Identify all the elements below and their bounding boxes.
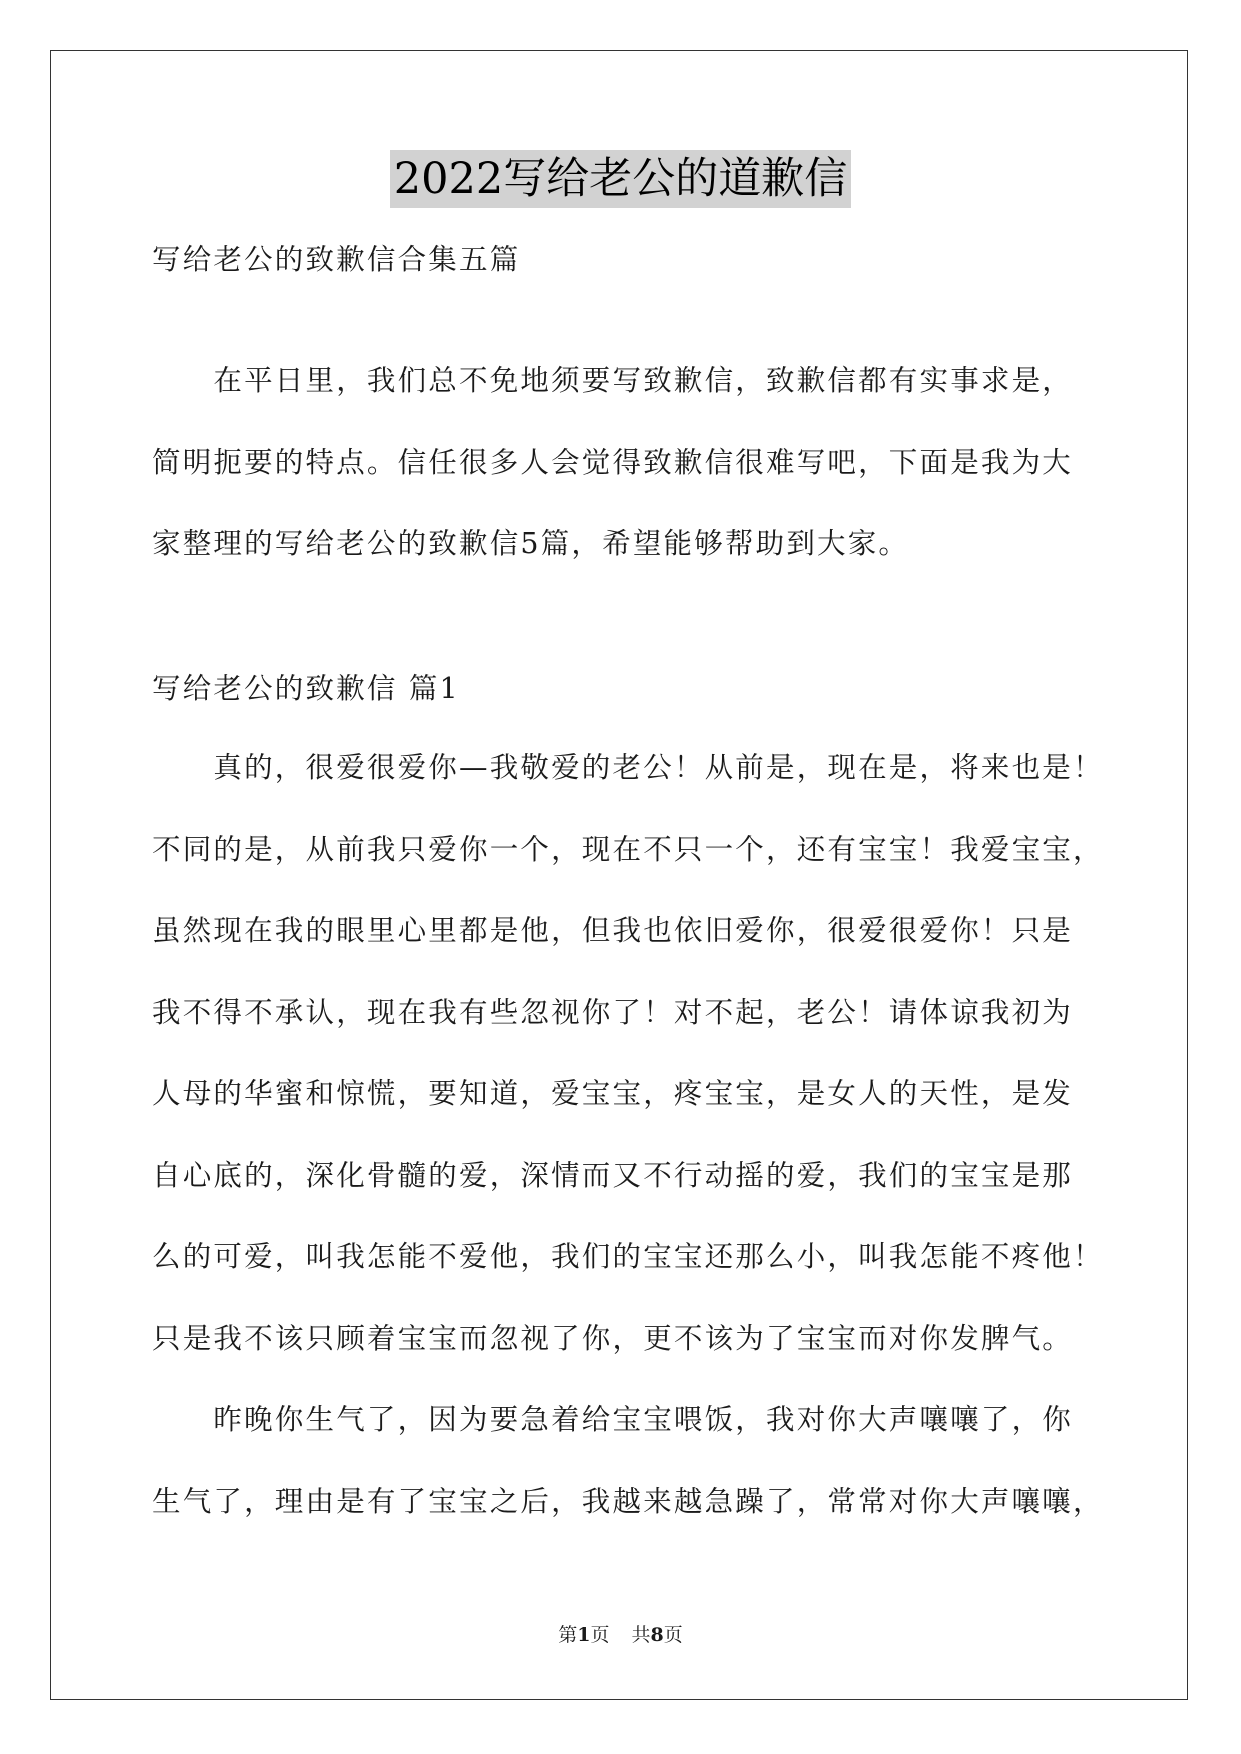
body-line: 人母的华蜜和惊慌，要知道，爱宝宝，疼宝宝，是女人的天性，是发 <box>152 1077 1074 1110</box>
subtitle-line: 写给老公的致歉信合集五篇 <box>152 243 521 276</box>
intro-paragraph <box>152 340 1112 585</box>
body-line: 虽然现在我的眼里心里都是他，但我也依旧爱你，很爱很爱你！只是 <box>152 914 1074 947</box>
footer-page-suffix: 页 <box>590 1624 610 1646</box>
footer-prefix: 第 <box>558 1624 578 1646</box>
intro-line: 家整理的写给老公的致歉信5篇，希望能够帮助到大家。 <box>152 527 910 560</box>
footer-total-prefix: 共 <box>631 1624 651 1646</box>
section-1-heading: 写给老公的致歉信 篇1 <box>152 672 460 705</box>
body-line: 真的，很爱很爱你—我敬爱的老公！从前是，现在是，将来也是！ <box>152 751 1104 784</box>
body-line: 只是我不该只顾着宝宝而忽视了你，更不该为了宝宝而对你发脾气。 <box>152 1321 1074 1355</box>
body-line: 么的可爱，叫我怎能不爱他，我们的宝宝还那么小，叫我怎能不疼他！ <box>152 1240 1104 1273</box>
body-line: 生气了，理由是有了宝宝之后，我越来越急躁了，常常对你大声嚷嚷， <box>152 1484 1104 1518</box>
total-pages-number: 8 <box>650 1624 664 1646</box>
title-container <box>0 150 1241 208</box>
body-line: 我不得不承认，现在我有些忽视你了！对不起，老公！请体谅我初为 <box>152 995 1074 1029</box>
intro-line: 简明扼要的特点。信任很多人会觉得致歉信很难写吧，下面是我为大 <box>152 445 1074 479</box>
footer-total-suffix: 页 <box>663 1624 683 1646</box>
body-line: 昨晚你生气了，因为要急着给宝宝喂饭，我对你大声嚷嚷了，你 <box>152 1403 1074 1436</box>
body-line: 不同的是，从前我只爱你一个，现在不只一个，还有宝宝！我爱宝宝， <box>152 832 1104 866</box>
document-subtitle <box>152 219 1112 301</box>
page-footer <box>0 1622 1241 1648</box>
current-page-number: 1 <box>577 1624 591 1646</box>
section-1-body <box>152 727 1112 1542</box>
section-heading <box>152 648 1112 730</box>
document-title: 2022写给老公的道歉信 <box>390 150 851 208</box>
body-line: 自心底的，深化骨髓的爱，深情而又不行动摇的爱，我们的宝宝是那 <box>152 1158 1074 1192</box>
intro-line: 在平日里，我们总不免地须要写致歉信，致歉信都有实事求是， <box>152 364 1074 397</box>
